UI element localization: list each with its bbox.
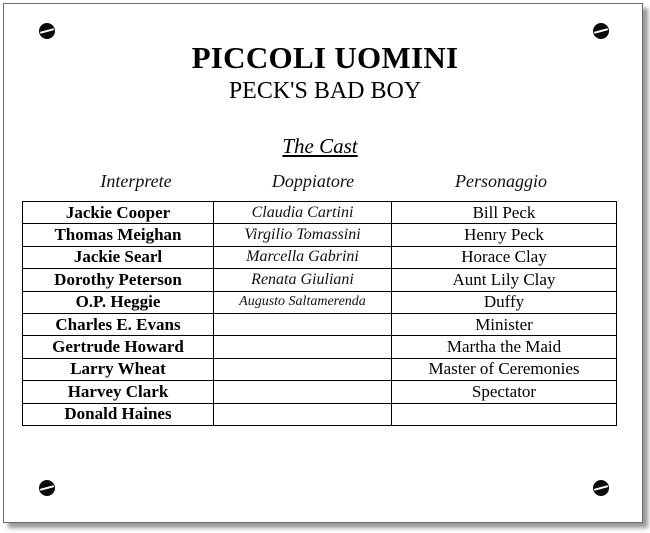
actor-cell: Jackie Searl [23, 246, 214, 268]
role-cell: Spectator [392, 381, 617, 403]
actor-cell: Harvey Clark [23, 381, 214, 403]
screw-top-right-icon [593, 23, 609, 39]
page-title: PICCOLI UOMINI [191, 40, 459, 75]
actor-cell: Jackie Cooper [23, 202, 214, 224]
role-cell: Aunt Lily Clay [392, 269, 617, 291]
actor-cell: Gertrude Howard [23, 336, 214, 358]
table-row [23, 202, 617, 224]
dubber-cell: Renata Giuliani [214, 269, 392, 291]
cast-table [22, 201, 617, 426]
column-header-dubber: Doppiatore [271, 171, 355, 191]
column-header-role: Personaggio [455, 171, 547, 191]
role-cell: Horace Clay [392, 246, 617, 268]
table-row [23, 291, 617, 313]
table-row [23, 358, 617, 380]
actor-cell: O.P. Heggie [23, 291, 214, 313]
actor-cell: Dorothy Peterson [23, 269, 214, 291]
dubber-cell [214, 358, 392, 380]
page-subtitle: PECK'S BAD BOY [228, 78, 422, 104]
column-header-actor: Interprete [100, 171, 172, 191]
dubber-cell: Virgilio Tomassini [214, 224, 392, 246]
role-cell [392, 403, 617, 425]
dubber-cell: Claudia Cartini [214, 202, 392, 224]
screw-top-left-icon [39, 23, 55, 39]
table-row [23, 381, 617, 403]
table-row [23, 246, 617, 268]
table-row [23, 224, 617, 246]
role-cell: Minister [392, 313, 617, 335]
dubber-cell: Augusto Saltamerenda [214, 291, 392, 313]
screw-bottom-right-icon [593, 480, 609, 496]
role-cell: Master of Ceremonies [392, 358, 617, 380]
actor-cell: Larry Wheat [23, 358, 214, 380]
dubber-cell [214, 381, 392, 403]
role-cell: Henry Peck [392, 224, 617, 246]
screw-bottom-left-icon [39, 480, 55, 496]
dubber-cell [214, 403, 392, 425]
table-row [23, 336, 617, 358]
actor-cell: Thomas Meighan [23, 224, 214, 246]
dubber-cell [214, 336, 392, 358]
role-cell: Duffy [392, 291, 617, 313]
table-row [23, 313, 617, 335]
role-cell: Bill Peck [392, 202, 617, 224]
role-cell: Martha the Maid [392, 336, 617, 358]
actor-cell: Charles E. Evans [23, 313, 214, 335]
cast-heading: The Cast [282, 134, 358, 158]
table-row [23, 269, 617, 291]
dubber-cell [214, 313, 392, 335]
table-row [23, 403, 617, 425]
actor-cell: Donald Haines [23, 403, 214, 425]
dubber-cell: Marcella Gabrini [214, 246, 392, 268]
